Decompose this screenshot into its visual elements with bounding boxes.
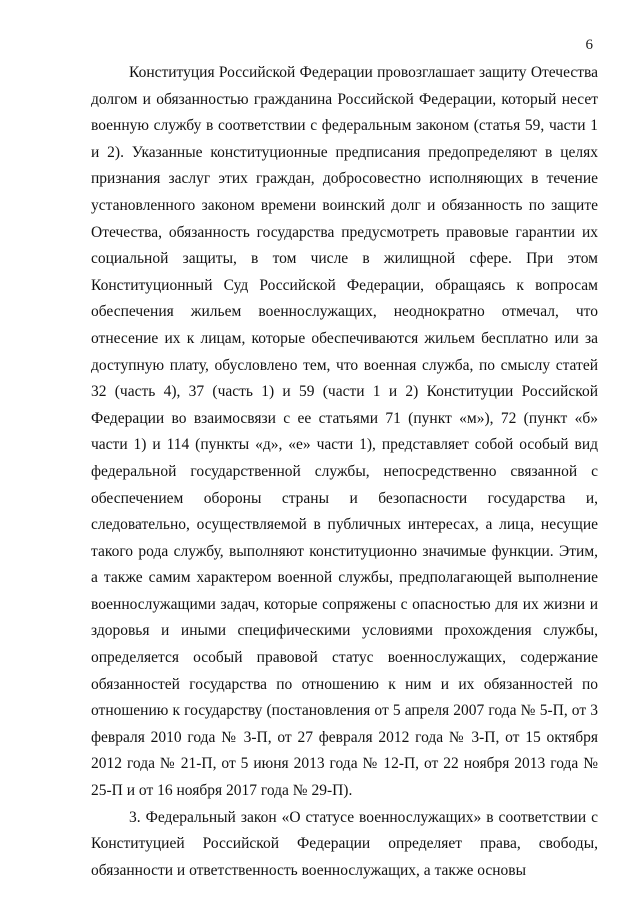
- document-body: [91, 60, 598, 884]
- paragraph-federal-law: 3. Федеральный закон «О статусе военнослужащих» в соответствии с Конституцией Российской Федерации определяет права, свободы, обязанности и ответственность военнослужащих, а также основы: [91, 808, 598, 879]
- page-number: 6: [585, 37, 593, 53]
- paragraph-constitution: Конституция Российской Федерации провозглашает защиту Отечества долгом и обязанностью гражданина Российской Федерации, который несет военную службу в соответствии с федеральным законом (статья 59, части 1 и 2). Указанные конституционные предписания предопределяют в целях признания заслуг этих граждан, добросовестно исполняющих в течение установленного законом времени воинский долг и обязанность по защите Отечества, обязанность государства предусмотреть правовые гарантии их социальной защиты, в том числе в жилищной сфере. При этом Конституционный Суд Российской Федерации, обращаясь к вопросам обеспечения жильем военнослужащих, неоднократно отмечал, что отнесение их к лицам, которые обеспечиваются жильем бесплатно или за доступную плату, обусловлено тем, что военная служба, по смыслу статей 32 (часть 4), 37 (часть 1) и 59 (части 1 и 2) Конституции Российской Федерации во взаимосвязи с ее статьями 71 (пункт «м»), 72 (пункт «б» части 1) и 114 (пункты «д», «е» части 1), представляет собой особый вид федеральной государственной службы, непосредственно связанной с обеспечением обороны страны и безопасности государства и, следовательно, осуществляемой в публичных интересах, а лица, несущие такого рода службу, выполняют конституционно значимые функции. Этим, а также самим характером военной службы, предполагающей выполнение военнослужащими задач, которые сопряжены с опасностью для их жизни и здоровья и иными специфическими условиями прохождения службы, определяется особый правовой статус военнослужащих, содержание обязанностей государства по отношению к ним и их обязанностей по отношению к государству (постановления от 5 апреля 2007 года № 5-П, от 3 февраля 2010 года № 3-П, от 27 февраля 2012 года № 3-П, от 15 октября 2012 года № 21-П, от 5 июня 2013 года № 12-П, от 22 ноября 2013 года № 25-П и от 16 ноября 2017 года № 29-П).: [91, 64, 598, 800]
